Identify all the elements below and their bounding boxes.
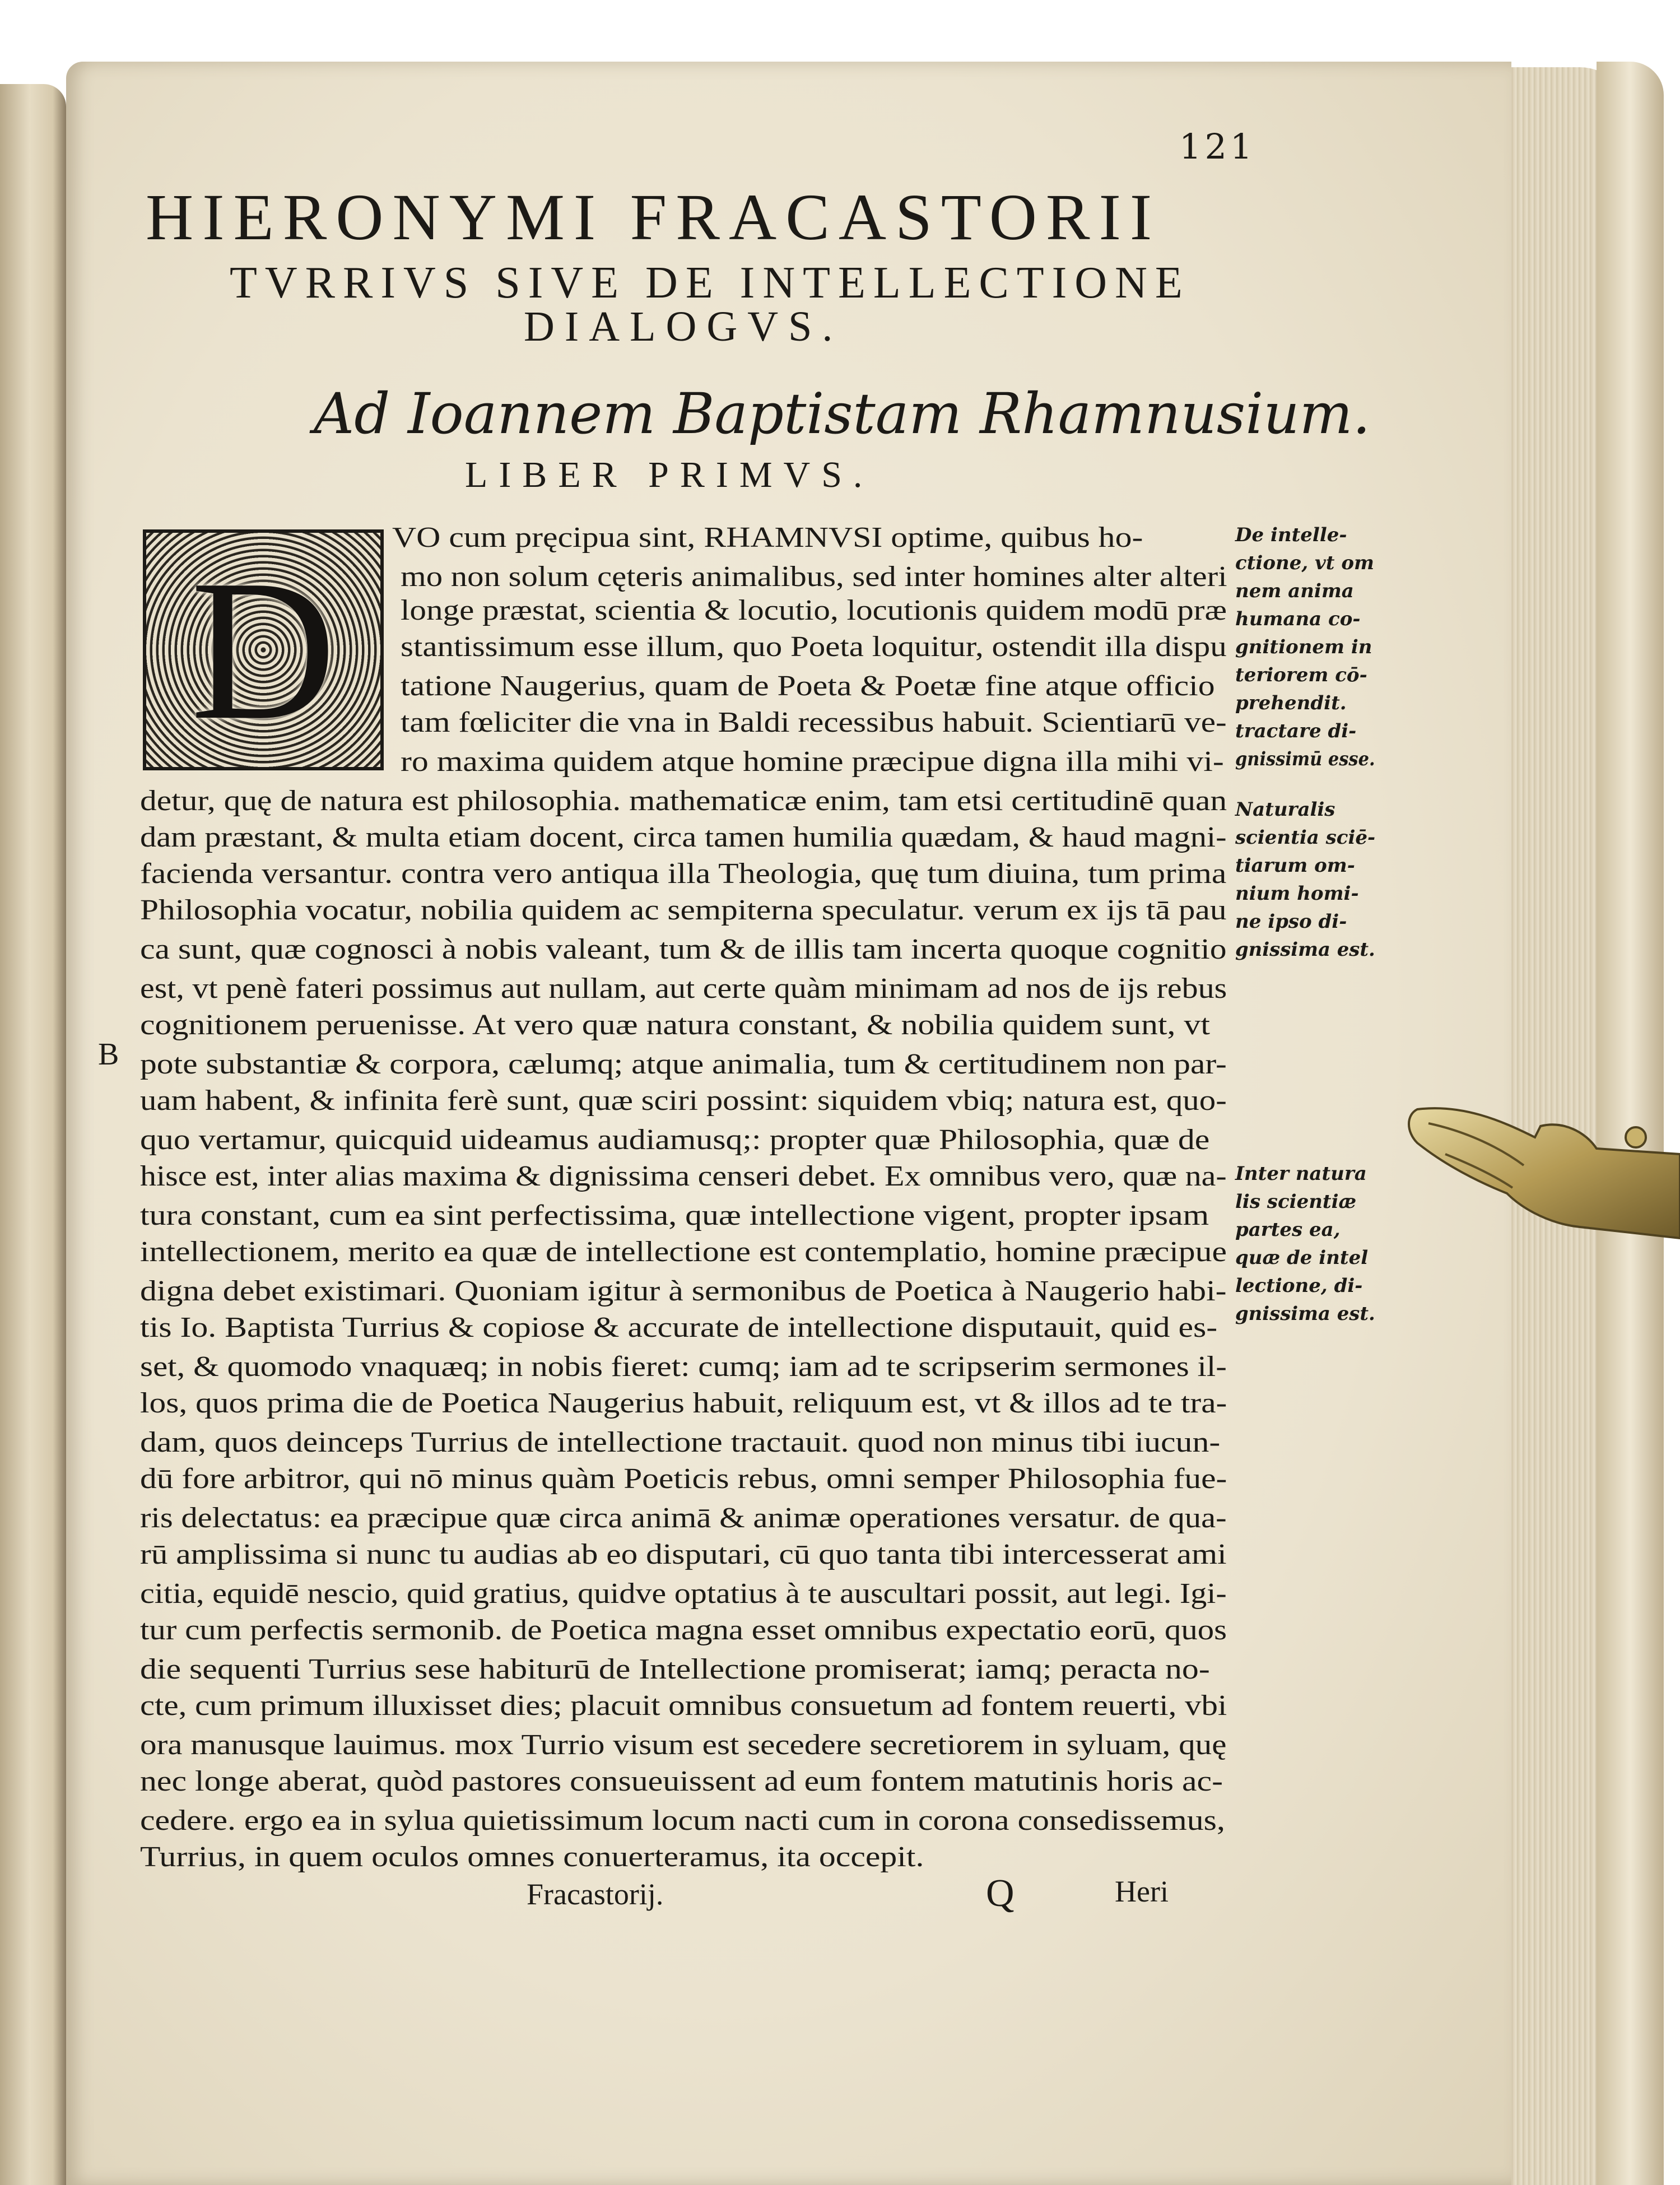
- margin-note-line: ctione, vt om: [1235, 552, 1374, 574]
- margin-note-line: Inter natura: [1235, 1163, 1367, 1185]
- body-line: pote substantiæ & corpora, cælumq; atque animalia, tum & certitudinem non par-: [140, 1048, 1227, 1080]
- body-line: dū fore arbitror, qui nō minus quàm Poeticis rebus, omni semper Philosophia fue-: [140, 1463, 1227, 1495]
- body-line: hisce est, inter alias maxima & dignissima censeri debet. Ex omnibus vero, quæ na-: [140, 1160, 1227, 1192]
- margin-note-line: tractare di-: [1235, 720, 1357, 742]
- margin-note-line: gnissimū esse.: [1235, 748, 1375, 770]
- body-line: Philosophia vocatur, nobilia quidem ac sempiterna speculatur. verum ex ijs tā pau: [140, 894, 1227, 926]
- body-line: nec longe aberat, quòd pastores consueuissent ad eum fontem matutinis horis ac-: [140, 1765, 1223, 1797]
- margin-note-line: gnissima est.: [1235, 938, 1375, 961]
- work-title: TVRRIVS SIVE DE INTELLECTIONE: [230, 258, 1190, 308]
- margin-note-line: gnitionem in: [1235, 636, 1372, 658]
- margin-note-line: gnissima est.: [1235, 1303, 1375, 1325]
- margin-note-line: tiarum om-: [1235, 854, 1355, 877]
- body-line: longe præstat, scientia & locutio, locutionis quidem modū præ: [401, 594, 1227, 626]
- body-line: detur, quę de natura est philosophia. mathematicæ enim, tam etsi certitudinē quan: [140, 785, 1227, 817]
- ornamental-initial: [143, 529, 384, 770]
- body-line: tis Io. Baptista Turrius & copiose & accurate de intellectione disputauit, quid es-: [140, 1312, 1218, 1343]
- body-line: dam, quos deinceps Turrius de intellectione tractauit. quod non minus tibi iucun-: [140, 1426, 1221, 1458]
- margin-note-line: quæ de intel: [1235, 1247, 1369, 1269]
- catchword-right: Heri: [1115, 1875, 1169, 1908]
- dedication: Ad Ioannem Baptistam Rhamnusium.: [314, 381, 1371, 447]
- body-line: VO cum pręcipua sint, RHAMNVSI optime, quibus ho-: [392, 522, 1143, 554]
- margin-note-line: scientia sciē-: [1235, 826, 1376, 849]
- body-line: mo non solum cęteris animalibus, sed inter homines alter alteri: [401, 561, 1227, 593]
- body-line: ora manusque lauimus. mox Turrio visum est secedere secretiorem in syluam, quę: [140, 1729, 1227, 1761]
- margin-note-line: ne ipso di-: [1235, 910, 1347, 933]
- ornamental-initial-letter: D: [190, 538, 336, 761]
- body-line: citia, equidē nescio, quid gratius, quidve optatius à te auscultari possit, aut legi. Igi-: [140, 1578, 1227, 1610]
- body-line: intellectionem, merito ea quæ de intellectione est contemplatio, homine præcipue: [140, 1236, 1227, 1268]
- body-line: tura constant, cum ea sint perfectissima, quæ intellectione vigent, propter ipsam: [140, 1200, 1209, 1231]
- body-line: ca sunt, quæ cognosci à nobis valeant, tum & de illis tam incerta quoque cognitio: [140, 933, 1227, 965]
- margin-note-line: lis scientiæ: [1235, 1191, 1357, 1213]
- body-line: est, vt penè fateri possimus aut nullam, aut certe quàm minimam ad nos de ijs rebus: [140, 973, 1227, 1005]
- body-line: Turrius, in quem oculos omnes conuerteramus, ita occepit.: [140, 1841, 924, 1873]
- body-line: quo vertamur, quicquid uideamus audiamusq;: propter quæ Philosophia, quæ de: [140, 1124, 1210, 1156]
- body-line: cte, cum primum illuxisset dies; placuit omnibus consuetum ad fontem reuerti, vbi: [140, 1690, 1227, 1722]
- body-line: los, quos prima die de Poetica Naugerius habuit, reliquum est, vt & illos ad te tra-: [140, 1387, 1227, 1419]
- body-line: die sequenti Turrius sese habiturū de Intellectione promiserat; iamq; peracta no-: [140, 1653, 1210, 1685]
- book-label: LIBER PRIMVS.: [465, 454, 874, 495]
- work-genre: DIALOGVS.: [524, 303, 843, 350]
- left-page-edge: [0, 84, 66, 2185]
- signature-mark: B: [98, 1037, 119, 1072]
- margin-note-line: prehendit.: [1235, 692, 1347, 714]
- margin-note-line: teriorem cō-: [1235, 664, 1367, 686]
- body-line: rū amplissima si nunc tu audias ab eo disputari, cū quo tanta tibi intercesserat ami: [140, 1538, 1227, 1570]
- body-line: cognitionem peruenisse. At vero quæ natura constant, & nobilia quidem sunt, vt: [140, 1009, 1210, 1041]
- body-line: facienda versantur. contra vero antiqua illa Theologia, quę tum diuina, tum prima: [140, 858, 1227, 890]
- margin-note-line: humana co-: [1235, 608, 1361, 630]
- body-line: set, & quomodo vnaquæq; in nobis fieret: cumq; iam ad te scripserim sermones il-: [140, 1351, 1227, 1383]
- body-line: stantissimum esse illum, quo Poeta loquitur, ostendit illa dispu: [401, 631, 1227, 663]
- gathering-signature: Q: [986, 1872, 1014, 1915]
- body-line: ris delectatus: ea præcipue quæ circa animā & animæ operationes versatur. de qua-: [140, 1502, 1227, 1534]
- body-line: tatione Naugerius, quam de Poeta & Poetæ fine atque officio: [401, 670, 1215, 702]
- margin-note-line: lectione, di-: [1235, 1275, 1363, 1297]
- brass-hand-clip-icon: [1395, 1098, 1680, 1244]
- body-line: tur cum perfectis sermonib. de Poetica magna esset omnibus expectatio eorū, quos: [140, 1614, 1227, 1646]
- body-line: ro maxima quidem atque homine præcipue digna illa mihi vi-: [401, 746, 1224, 778]
- page-number: 121: [1179, 126, 1256, 167]
- body-line: tam fœliciter die vna in Baldi recessibus habuit. Scientiarū ve-: [401, 706, 1227, 738]
- body-line: digna debet existimari. Quoniam igitur à sermonibus de Poetica à Naugerio habi-: [140, 1275, 1227, 1307]
- body-line: cedere. ergo ea in sylua quietissimum locum nacti cum in corona consedissemus,: [140, 1805, 1225, 1837]
- margin-note-line: nem anima: [1235, 580, 1354, 602]
- catchword-left: Fracastorij.: [527, 1877, 664, 1911]
- body-line: dam præstant, & multa etiam docent, circa tamen humilia quædam, & haud magni-: [140, 821, 1227, 853]
- margin-note-line: partes ea,: [1235, 1219, 1341, 1241]
- author-title: HIERONYMI FRACASTORII: [146, 180, 1161, 254]
- body-line: uam habent, & infinita ferè sunt, quæ sciri possint: siquidem vbiq; natura est, quo-: [140, 1085, 1227, 1117]
- margin-note-line: nium homi-: [1235, 882, 1359, 905]
- margin-note-line: De intelle-: [1235, 524, 1347, 546]
- margin-note-line: Naturalis: [1235, 798, 1335, 821]
